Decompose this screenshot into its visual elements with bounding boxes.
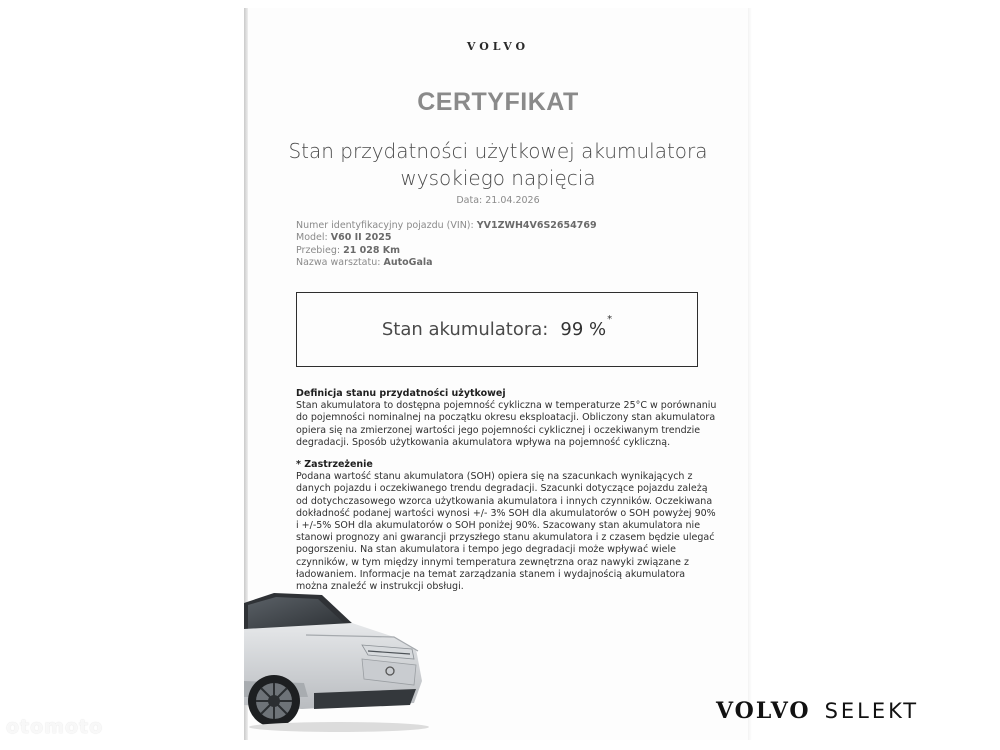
battery-value	[560, 314, 613, 340]
volvo-wordmark: VOLVO	[716, 698, 811, 724]
volvo-selekt-logo	[716, 698, 919, 724]
footnote-mark: *	[607, 314, 613, 325]
page-edge-right	[748, 8, 752, 740]
workshop-row	[296, 257, 597, 269]
disclaimer-text: Podana wartość stanu akumulatora (SOH) opiera się na szacunkach wynikających z danych pojazdu i oczekiwanego trendu degradacji. Szacunki dotyczące pojazdu zależą od dotychczasowego wzorca użytkowania akumulatora i innych czynników. Oczekiwana dokładność podanej wartości wynosi +/- 3% SOH dla akumulatorów o SOH powyżej 90% i +/-5% SOH dla akumulatorów o SOH poniżej 90%. Szacowany stan akumulatora nie stanowi prognozy ani gwarancji przyszłego stanu akumulatora i z czasem będzie ulegać pogorszeniu. Na stan akumulatora i tempo jego degradacji może wpływać wiele czynników, w tym między innymi temperatura zewnętrzna oraz nawyki związane z ładowaniem. Informacje na temat zarządzania stanem i wydajnością akumulatora można znaleźć w instrukcji obsługi.	[296, 471, 716, 593]
mileage-label: Przebieg:	[296, 244, 341, 256]
mileage-value: 21 028 Km	[343, 244, 401, 256]
definition-heading: Definicja stanu przydatności użytkowej	[296, 388, 506, 399]
model-value: V60 II 2025	[330, 232, 392, 244]
battery-value-text: 99 %	[560, 319, 607, 340]
certificate-title: CERTYFIKAT	[417, 88, 579, 116]
workshop-label: Nazwa warsztatu:	[296, 256, 381, 268]
car-image	[244, 585, 434, 735]
subtitle-line-1: Stan przydatności użytkowej akumulatora	[288, 139, 708, 163]
vin-value: YV1ZWH4V6S2654769	[476, 220, 597, 231]
certificate-subtitle	[248, 138, 748, 192]
date-label: Data:	[456, 195, 483, 206]
definition-section	[296, 388, 718, 449]
volvo-logo-top: VOLVO	[466, 40, 530, 53]
battery-status-box	[296, 292, 698, 367]
disclaimer-heading: * Zastrzeżenie	[296, 459, 373, 470]
certificate-date	[248, 195, 748, 206]
vehicle-info	[296, 220, 597, 269]
subtitle-line-2: wysokiego napięcia	[400, 166, 596, 190]
vin-row	[296, 220, 597, 232]
model-row	[296, 232, 597, 244]
definition-text: Stan akumulatora to dostępna pojemność cykliczna w temperaturze 25°C w porównaniu do pojemności nominalnej na początku okresu eksploatacji. Obliczony stan akumulatora opiera się na zmierzonej wartości jego pojemności cyklicznej i oczekiwanym trendzie degradacji. Sposób użytkowania akumulatora wpływa na pojemność cykliczną.	[296, 400, 717, 448]
mileage-row	[296, 245, 597, 257]
battery-label: Stan akumulatora:	[381, 319, 549, 340]
vin-label: Numer identyfikacyjny pojazdu (VIN):	[296, 220, 474, 231]
date-value: 21.04.2026	[485, 195, 540, 206]
disclaimer-section	[296, 459, 718, 593]
selekt-wordmark: SELEKT	[824, 699, 920, 723]
workshop-value: AutoGala	[383, 256, 433, 268]
otomoto-watermark: otomoto	[6, 716, 104, 738]
model-label: Model:	[296, 232, 328, 244]
